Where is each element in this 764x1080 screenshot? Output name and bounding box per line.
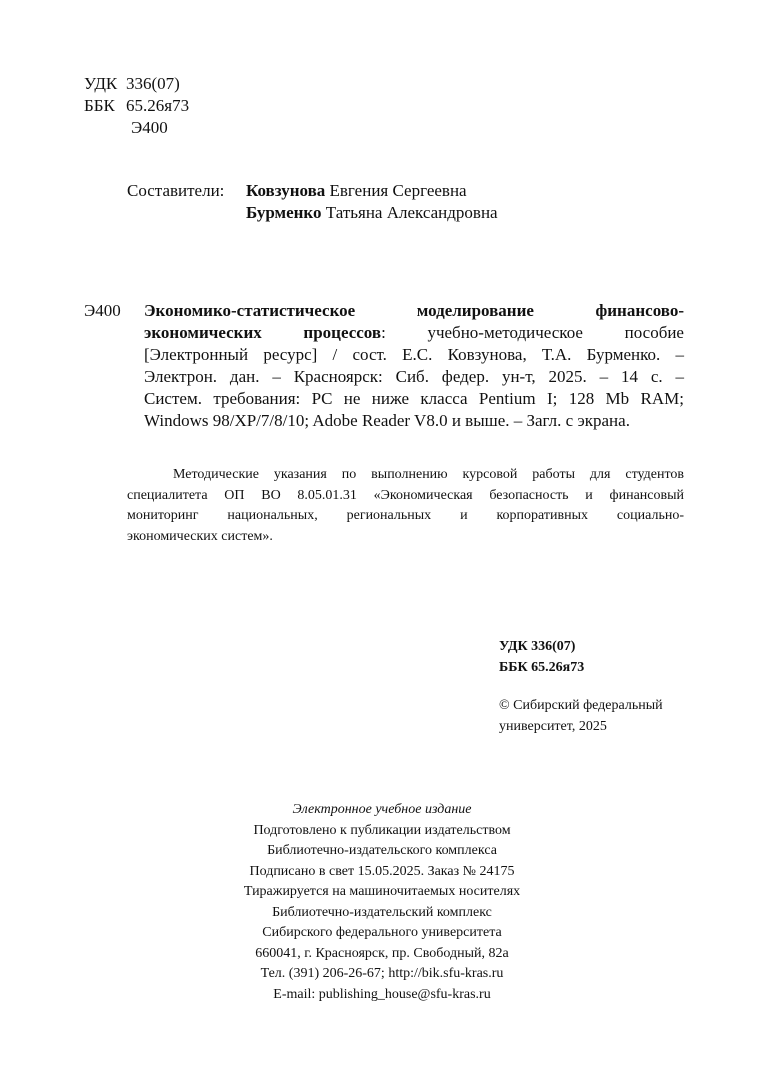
udk-row bbox=[84, 73, 189, 95]
description-line: [Электронный ресурс] / сост. Е.С. Ковзунова, Т.А. Бурменко. – bbox=[144, 345, 684, 364]
udk-label: УДК bbox=[84, 74, 118, 93]
copyright-line: университет, 2025 bbox=[499, 718, 607, 734]
abstract-line: Методические указания по выполнению курсовой работы для студентов bbox=[173, 467, 684, 482]
bbk-value: 65.26я73 bbox=[126, 96, 190, 115]
copyright-line: © Сибирский федеральный bbox=[499, 698, 663, 713]
author-code: Э400 bbox=[131, 118, 168, 137]
compiler-name: Татьяна Александровна bbox=[325, 203, 498, 222]
compiler-surname: Ковзунова bbox=[246, 181, 326, 200]
copyright-block bbox=[499, 696, 663, 737]
imprint-address: 660041, г. Красноярск, пр. Свободный, 82а bbox=[255, 945, 509, 961]
imprint-line: Подготовлено к публикации издательством bbox=[253, 822, 511, 838]
bbk-row bbox=[84, 95, 189, 117]
description-line: Windows 98/XP/7/8/10; Adobe Reader V8.0 и выше. – Загл. с экрана. bbox=[144, 411, 630, 430]
compilers-label: Составители: bbox=[127, 181, 225, 200]
compiler-entry bbox=[246, 180, 467, 202]
compilers-block bbox=[127, 180, 498, 224]
imprint-block bbox=[154, 800, 610, 1005]
abstract-paragraph bbox=[127, 465, 684, 547]
imprint-line: Библиотечно-издательского комплекса bbox=[267, 843, 497, 858]
imprint-line: Сибирского федерального университета bbox=[262, 925, 502, 940]
description-line: Электрон. дан. – Красноярск: Сиб. федер. ун-т, 2025. – 14 с. – bbox=[144, 367, 684, 386]
imprint-line: Библиотечно-издательский комплекс bbox=[272, 904, 492, 920]
udk-value: 336(07) bbox=[126, 74, 180, 93]
compiler-row bbox=[127, 202, 498, 224]
compiler-name: Евгения Сергеевна bbox=[329, 181, 467, 200]
edition-type: Электронное учебное издание bbox=[292, 802, 472, 817]
title-line: экономических процессов: учебно-методическое пособие bbox=[144, 323, 684, 342]
imprint-line: Подписано в свет 15.05.2025. Заказ № 24175 bbox=[249, 863, 515, 879]
compiler-row bbox=[127, 180, 498, 202]
compiler-surname: Бурменко bbox=[246, 203, 322, 222]
bibliographic-code: Э400 bbox=[84, 301, 121, 320]
abstract-line: мониторинг национальных, региональных и корпоративных социально- bbox=[127, 508, 684, 523]
bibliographic-description bbox=[144, 300, 684, 432]
title-line: Экономико-статистическое моделирование финансово- bbox=[144, 301, 684, 320]
bottom-classification-block bbox=[499, 637, 584, 678]
compiler-entry bbox=[246, 202, 498, 224]
abstract-line: специалитета ОП ВО 8.05.01.31 «Экономическая безопасность и финансовый bbox=[127, 487, 684, 503]
imprint-line: Тиражируется на машиночитаемых носителях bbox=[243, 884, 521, 899]
imprint-phone: Тел. (391) 206-26-67; http://bik.sfu-kras.ru bbox=[260, 966, 504, 981]
top-classification-block bbox=[84, 73, 189, 139]
udk-code: УДК 336(07) bbox=[499, 639, 576, 654]
imprint-email: E-mail: publishing_house@sfu-kras.ru bbox=[273, 986, 491, 1002]
bbk-code: ББК 65.26я73 bbox=[499, 659, 585, 675]
abstract-line: экономических систем». bbox=[127, 528, 273, 544]
bbk-label: ББК bbox=[84, 96, 115, 115]
description-line: Систем. требования: PC не ниже класса Pentium I; 128 Mb RAM; bbox=[144, 389, 684, 408]
